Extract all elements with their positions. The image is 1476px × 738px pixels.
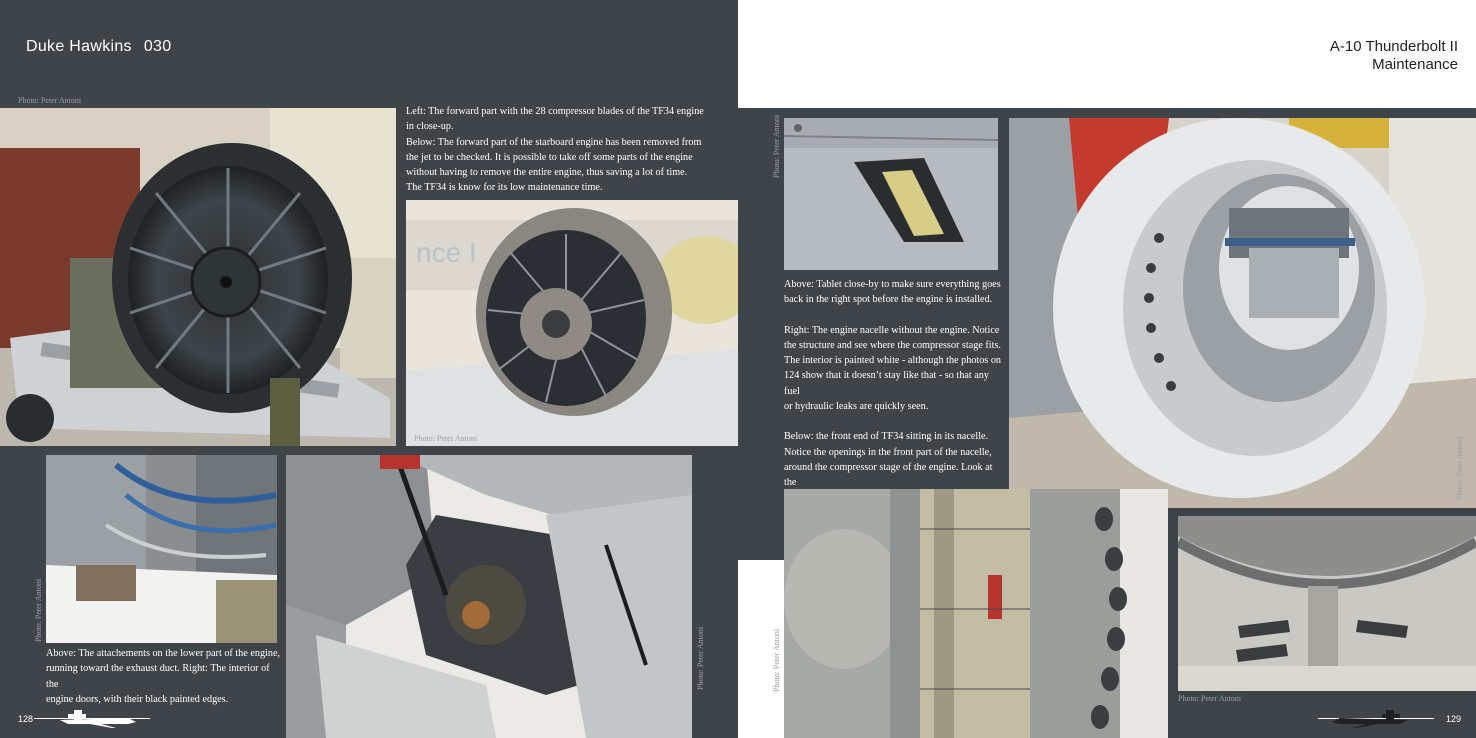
book-title-line2: Maintenance <box>1372 56 1458 73</box>
caption-line: or hydraulic leaks are quickly seen. <box>784 401 929 413</box>
photo-engine-lower-attachments <box>46 455 277 643</box>
caption-top-left <box>406 104 736 196</box>
caption-line: the structure and see where the compressor stage fits. <box>784 339 1001 351</box>
caption-line: running toward the exhaust duct. Right: The interior of the <box>46 663 270 690</box>
photo-credit-vertical: Photo: Peter Antoni <box>34 578 43 642</box>
series-name: Duke Hawkins <box>26 38 132 55</box>
photo-nacelle-openings-closeup <box>1178 516 1476 691</box>
a10-silhouette-icon <box>34 706 150 730</box>
photo-credit-vertical: Photo: Peter Antoni <box>772 628 781 692</box>
caption-line: Notice the openings in the front part of the nacelle, <box>784 446 992 458</box>
caption-line: the jet to be checked. It is possible to take off some parts of the engine <box>406 151 693 163</box>
caption-line: Right: The engine nacelle without the engine. Notice <box>784 324 1000 336</box>
issue-number: 030 <box>143 38 172 55</box>
caption-right-page <box>784 277 1002 506</box>
caption-line: back in the right spot before the engine is installed. <box>784 294 993 306</box>
caption-bottom-left <box>46 646 282 707</box>
photo-tf34-front-in-nacelle <box>784 489 1168 738</box>
caption-line: The interior is painted white - although the photos on <box>784 355 1002 367</box>
svg-text:nce I: nce I <box>416 237 477 268</box>
a10-silhouette-icon <box>1318 706 1434 730</box>
book-title <box>1330 38 1458 74</box>
caption-line: around the compressor stage of the engine. Look at the <box>784 461 993 489</box>
photo-engine-nacelle-empty <box>1009 118 1476 508</box>
page-number-right: 129 <box>1446 714 1462 724</box>
photo-credit-vertical: Photo: Peter Antoni <box>696 626 705 690</box>
caption-line: The TF34 is know for its low maintenance time. <box>406 182 603 194</box>
photo-credit: Photo: Peter Antoni <box>414 434 478 443</box>
photo-starboard-engine-front-removed <box>406 200 738 446</box>
photo-engine-doors-interior <box>286 455 692 738</box>
caption-line: Below: The forward part of the starboard engine has been removed from <box>406 136 702 148</box>
photo-credit-vertical: Photo: Peter Antoni <box>1455 436 1464 500</box>
photo-credit-vertical: Photo: Peter Antoni <box>772 114 781 178</box>
caption-line: without having to remove the entire engine, thus saving a lot of time. <box>406 167 688 179</box>
book-title-line1: A-10 Thunderbolt II <box>1329 38 1458 55</box>
caption-line: Above: Tablet close-by to make sure everything goes <box>784 279 1001 290</box>
caption-line: 124 show that it doesn’t stay like that - so that any fuel <box>784 370 989 397</box>
caption-line: Below: the front end of TF34 sitting in its nacelle. <box>784 431 989 443</box>
photo-credit: Photo: Peter Antoni <box>18 96 82 105</box>
caption-line: engine doors, with their black painted edges. <box>46 693 229 705</box>
photo-engine-compressor-closeup <box>0 108 396 446</box>
caption-line: Above: The attachements on the lower part of the engine, <box>46 648 281 659</box>
caption-paragraph <box>784 323 1002 415</box>
series-title <box>26 38 171 56</box>
photo-tablet-close-by <box>784 118 998 270</box>
caption-paragraph <box>784 277 1002 308</box>
page-number-left: 128 <box>18 714 34 724</box>
caption-line: in close-up. <box>406 121 454 133</box>
photo-credit: Photo: Peter Antoni <box>1178 694 1242 703</box>
caption-line: Left: The forward part with the 28 compressor blades of the TF34 engine <box>406 106 704 117</box>
